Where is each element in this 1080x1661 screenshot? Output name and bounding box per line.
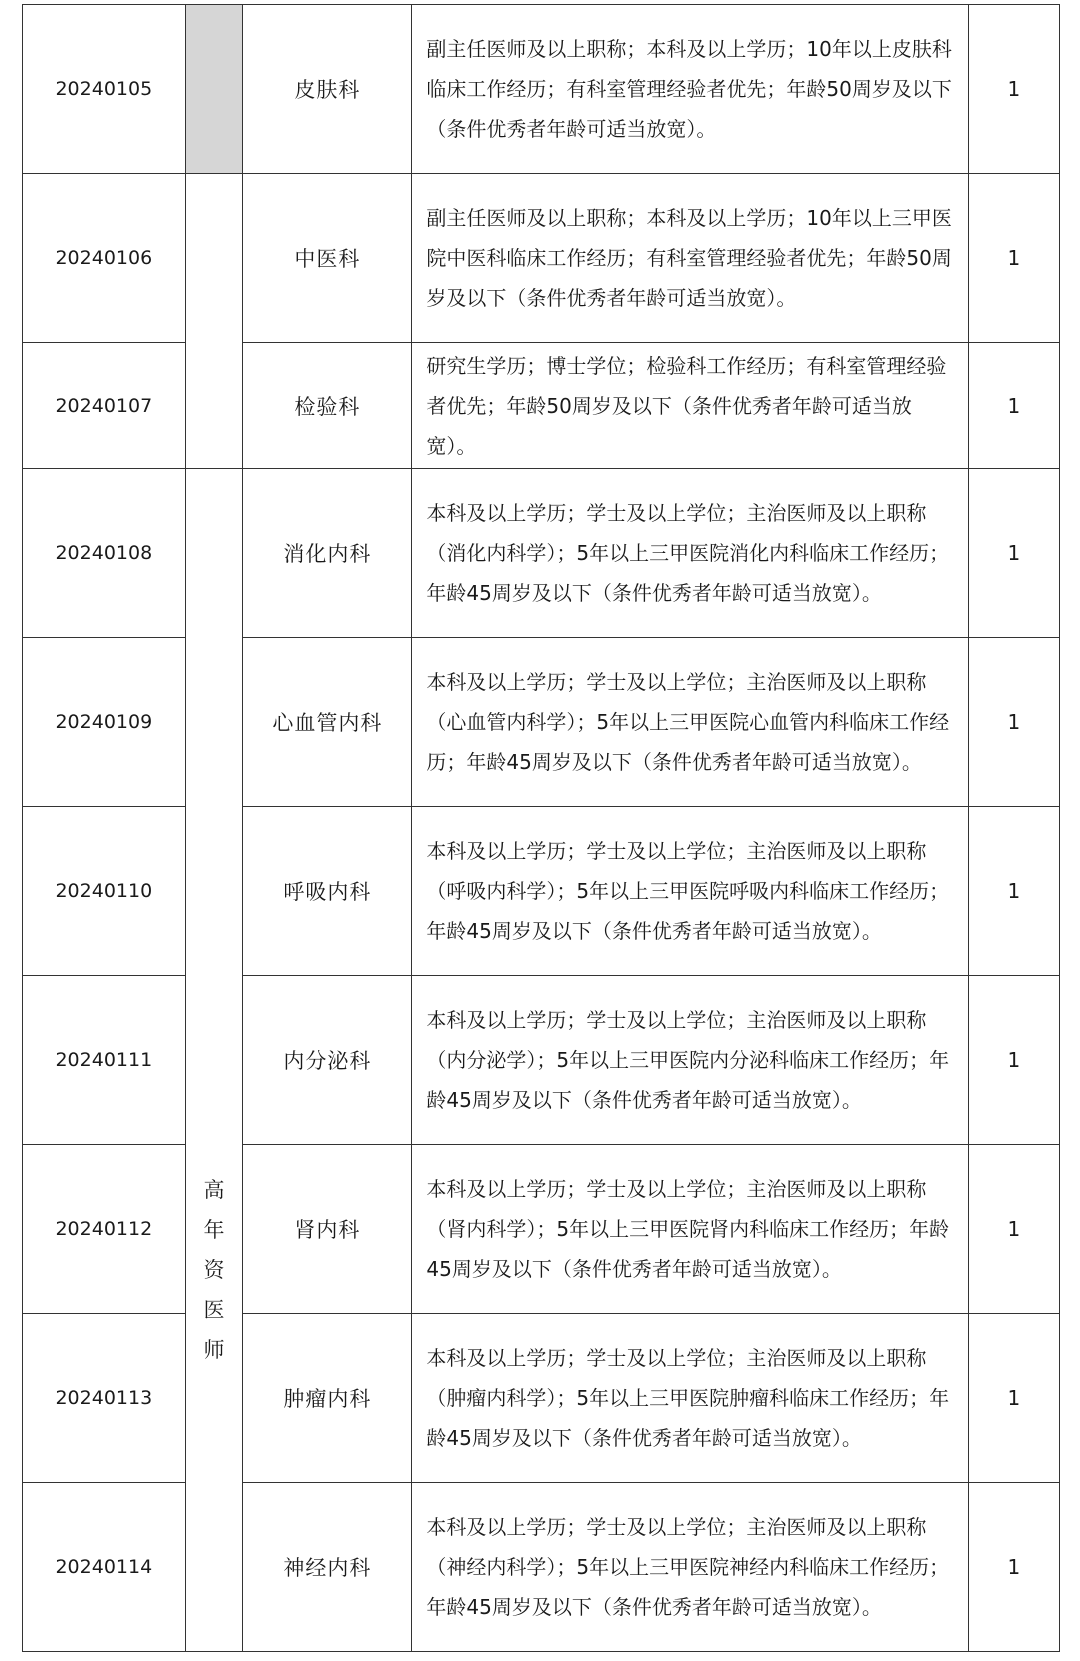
category-cell-blank [185, 174, 243, 469]
position-code: 20240109 [23, 638, 186, 807]
department-name: 中医科 [243, 174, 412, 343]
position-count: 1 [968, 469, 1059, 638]
table-row [23, 5, 1060, 174]
requirements-text: 本科及以上学历；学士及以上学位；主治医师及以上职称（神经内科学）；5年以上三甲医院神经内科临床工作经历；年龄45周岁及以下（条件优秀者年龄可适当放宽）。 [412, 1483, 968, 1652]
category-char: 师 [203, 1338, 225, 1362]
department-name: 消化内科 [243, 469, 412, 638]
position-count: 1 [968, 1314, 1059, 1483]
table-row [23, 1314, 1060, 1483]
department-name: 神经内科 [243, 1483, 412, 1652]
position-code: 20240111 [23, 976, 186, 1145]
category-char: 医 [203, 1298, 225, 1322]
position-code: 20240108 [23, 469, 186, 638]
position-count: 1 [968, 807, 1059, 976]
department-name: 皮肤科 [243, 5, 412, 174]
recruitment-table-wrapper [22, 4, 1060, 1652]
department-name: 心血管内科 [243, 638, 412, 807]
position-code: 20240107 [23, 343, 186, 469]
category-senior-physician [185, 469, 243, 1652]
position-count: 1 [968, 343, 1059, 469]
position-count: 1 [968, 1145, 1059, 1314]
position-code: 20240112 [23, 1145, 186, 1314]
requirements-text: 本科及以上学历；学士及以上学位；主治医师及以上职称（呼吸内科学）；5年以上三甲医院呼吸内科临床工作经历；年龄45周岁及以下（条件优秀者年龄可适当放宽）。 [412, 807, 968, 976]
position-code: 20240114 [23, 1483, 186, 1652]
position-code: 20240105 [23, 5, 186, 174]
department-name: 内分泌科 [243, 976, 412, 1145]
category-cell-blank [185, 5, 243, 174]
table-row [23, 1483, 1060, 1652]
position-code: 20240113 [23, 1314, 186, 1483]
recruitment-table [22, 4, 1060, 1652]
table-row [23, 1145, 1060, 1314]
requirements-text: 副主任医师及以上职称；本科及以上学历；10年以上皮肤科临床工作经历；有科室管理经验者优先；年龄50周岁及以下（条件优秀者年龄可适当放宽）。 [412, 5, 968, 174]
position-code: 20240106 [23, 174, 186, 343]
table-row [23, 638, 1060, 807]
position-count: 1 [968, 976, 1059, 1145]
requirements-text: 本科及以上学历；学士及以上学位；主治医师及以上职称（内分泌学）；5年以上三甲医院内分泌科临床工作经历；年龄45周岁及以下（条件优秀者年龄可适当放宽）。 [412, 976, 968, 1145]
requirements-text: 本科及以上学历；学士及以上学位；主治医师及以上职称（消化内科学）；5年以上三甲医院消化内科临床工作经历；年龄45周岁及以下（条件优秀者年龄可适当放宽）。 [412, 469, 968, 638]
department-name: 呼吸内科 [243, 807, 412, 976]
table-row [23, 807, 1060, 976]
requirements-text: 本科及以上学历；学士及以上学位；主治医师及以上职称（心血管内科学）；5年以上三甲医院心血管内科临床工作经历；年龄45周岁及以下（条件优秀者年龄可适当放宽）。 [412, 638, 968, 807]
requirements-text: 本科及以上学历；学士及以上学位；主治医师及以上职称（肾内科学）；5年以上三甲医院肾内科临床工作经历；年龄45周岁及以下（条件优秀者年龄可适当放宽）。 [412, 1145, 968, 1314]
requirements-text: 副主任医师及以上职称；本科及以上学历；10年以上三甲医院中医科临床工作经历；有科室管理经验者优先；年龄50周岁及以下（条件优秀者年龄可适当放宽）。 [412, 174, 968, 343]
table-row [23, 976, 1060, 1145]
position-count: 1 [968, 1483, 1059, 1652]
category-char: 高 [203, 1178, 225, 1202]
department-name: 肾内科 [243, 1145, 412, 1314]
requirements-text: 研究生学历；博士学位；检验科工作经历；有科室管理经验者优先；年龄50周岁及以下（条件优秀者年龄可适当放宽）。 [412, 343, 968, 469]
position-count: 1 [968, 5, 1059, 174]
table-row [23, 174, 1060, 343]
department-name: 检验科 [243, 343, 412, 469]
category-char: 年 [203, 1218, 225, 1242]
table-row [23, 343, 1060, 469]
position-count: 1 [968, 174, 1059, 343]
position-count: 1 [968, 638, 1059, 807]
table-row [23, 469, 1060, 638]
department-name: 肿瘤内科 [243, 1314, 412, 1483]
position-code: 20240110 [23, 807, 186, 976]
requirements-text: 本科及以上学历；学士及以上学位；主治医师及以上职称（肿瘤内科学）；5年以上三甲医院肿瘤科临床工作经历；年龄45周岁及以下（条件优秀者年龄可适当放宽）。 [412, 1314, 968, 1483]
category-char: 资 [203, 1258, 225, 1282]
